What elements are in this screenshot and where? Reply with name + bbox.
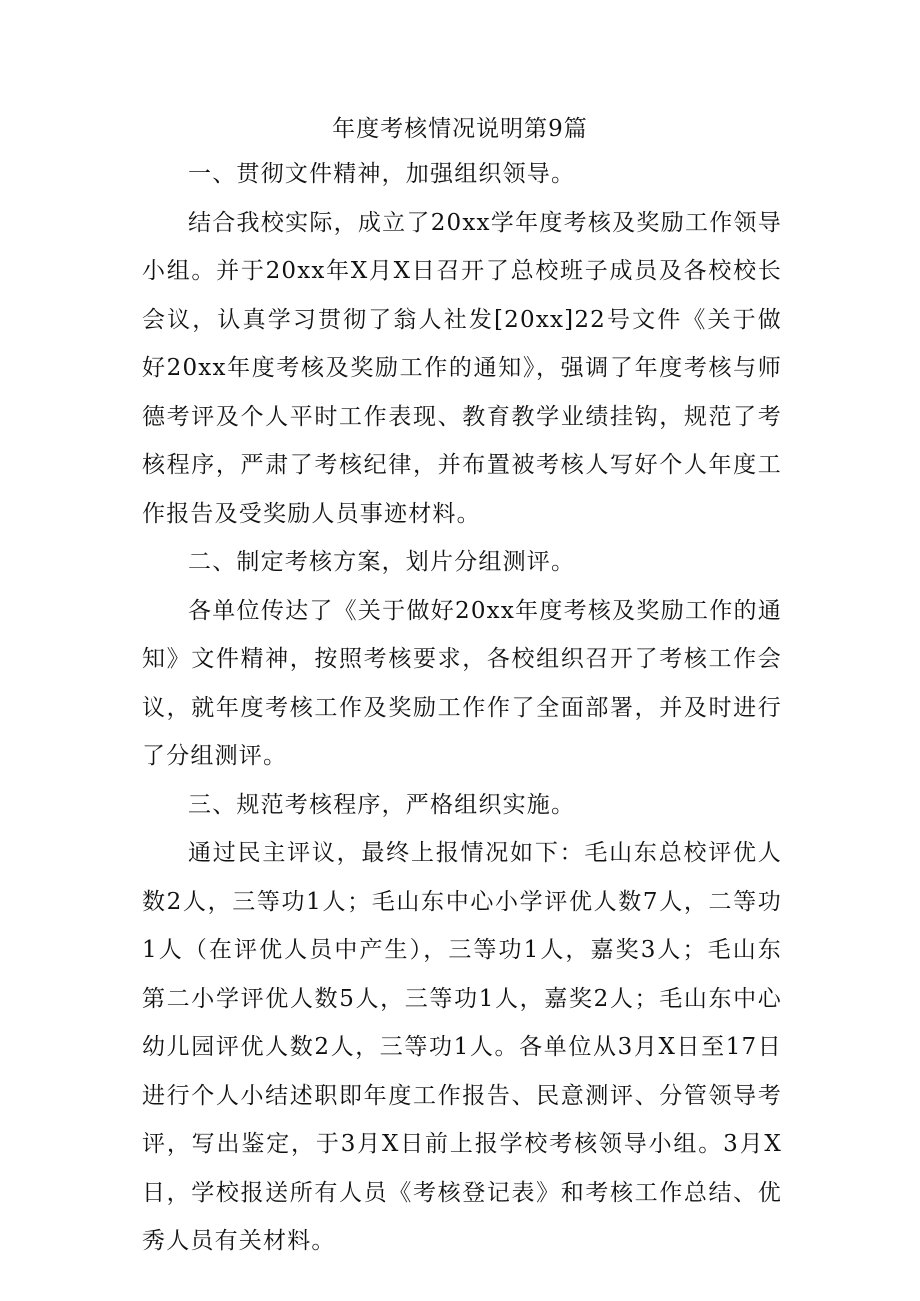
document-body [142, 150, 782, 1266]
section-3-heading: 三、规范考核程序，严格组织实施。 [188, 791, 576, 818]
section-1-paragraph: 结合我校实际，成立了20xx学年度考核及奖励工作领导小组。并于20xx年X月X日召开了总校班子成员及各校校长会议，认真学习贯彻了翁人社发[20xx]22号文件《关于做好20xx年度考核及奖励工作的通知》，强调了年度考核与师德考评及个人平时工作表现、教育教学业绩挂钩，规范了考核程序，严肃了考核纪律，并布置被考核人写好个人年度工作报告及受奖励人员事迹材料。 [142, 209, 782, 527]
document-title: 年度考核情况说明第9篇 [332, 116, 588, 142]
section-3-paragraph: 通过民主评议，最终上报情况如下：毛山东总校评优人数2人，三等功1人；毛山东中心小学评优人数7人，二等功1人（在评优人员中产生），三等功1人，嘉奖3人；毛山东第二小学评优人数5人，三等功1人，嘉奖2人；毛山东中心幼儿园评优人数2人，三等功1人。各单位从3月X日至17日进行个人小结述职即年度工作报告、民意测评、分管领导考评，写出鉴定，于3月X日前上报学校考核领导小组。3月X日，学校报送所有人员《考核登记表》和考核工作总结、优秀人员有关材料。 [142, 840, 782, 1254]
section-1-heading: 一、贯彻文件精神，加强组织领导。 [188, 161, 576, 187]
section-2-heading: 二、制定考核方案，划片分组测评。 [188, 549, 576, 575]
section-2-paragraph: 各单位传达了《关于做好20xx年度考核及奖励工作的通知》文件精神，按照考核要求，各校组织召开了考核工作会议，就年度考核工作及奖励工作作了全面部署，并及时进行了分组测评。 [142, 597, 782, 769]
